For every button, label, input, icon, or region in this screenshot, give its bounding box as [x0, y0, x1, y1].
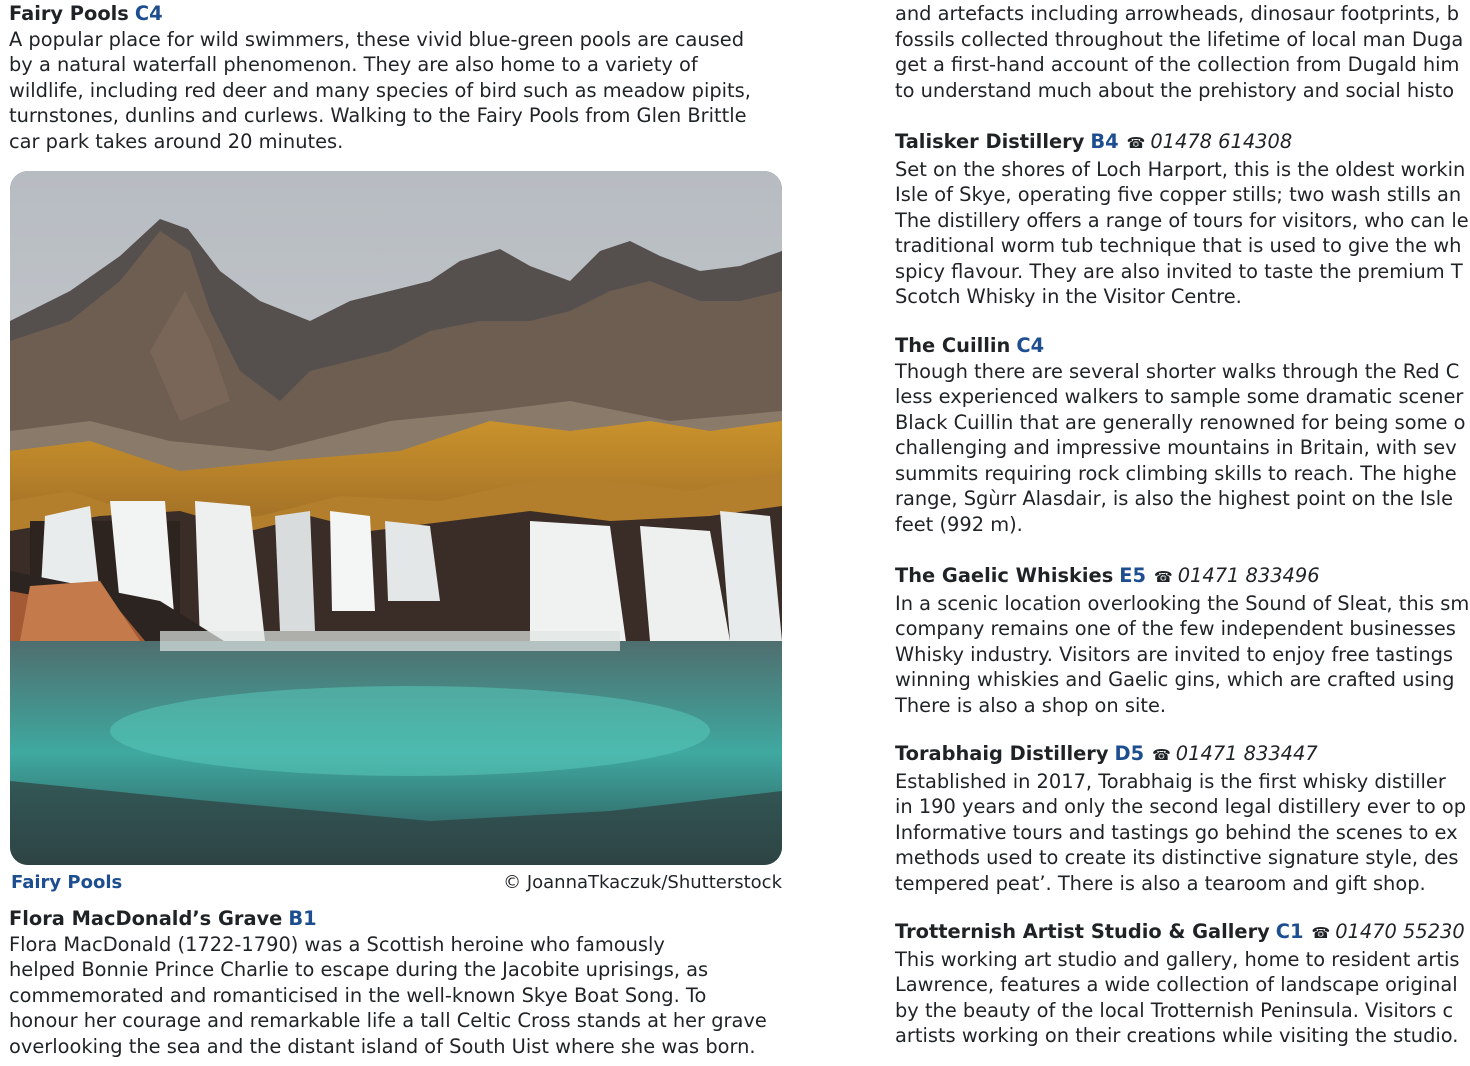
- text-line: tempered peat’. There is also a tearoom and gift shop.: [895, 871, 1426, 895]
- text-line: Established in 2017, Torabhaig is the first whisky distiller: [895, 769, 1446, 793]
- text-line: Black Cuillin that are generally renowned for being some o: [895, 410, 1466, 434]
- entry-name: Torabhaig Distillery: [895, 742, 1109, 765]
- entry-title: [895, 129, 1469, 157]
- text-line: commemorated and romanticised in the well-known Skye Boat Song. To: [9, 983, 707, 1007]
- phone-number: [1154, 564, 1320, 587]
- text-line: A popular place for wild swimmers, these vivid blue-green pools are caused: [9, 27, 745, 51]
- entry-name: Fairy Pools: [9, 2, 129, 25]
- phone-number: [1127, 130, 1293, 153]
- text-line: get a first-hand account of the collection from Dugald him: [895, 53, 1460, 76]
- entry-torabhaig-distillery: [895, 741, 1466, 896]
- grid-reference: E5: [1119, 564, 1146, 587]
- phone-number: [1312, 920, 1465, 943]
- entry-title: [895, 919, 1465, 947]
- text-line: car park takes around 20 minutes.: [9, 129, 344, 153]
- entry-name: Trotternish Artist Studio & Gallery: [895, 920, 1270, 943]
- text-line: challenging and impressive mountains in Britain, with sev: [895, 436, 1457, 459]
- text-line: range, Sgùrr Alasdair, is also the highest point on the Isle: [895, 487, 1454, 510]
- grid-reference: B1: [288, 907, 317, 930]
- telephone-icon: ☎: [1126, 134, 1146, 152]
- text-line: Though there are several shorter walks through the Red C: [895, 359, 1460, 383]
- phone-text: 01471 833496: [1177, 564, 1320, 587]
- text-line: Flora MacDonald (1722-1790) was a Scottish heroine who famously: [9, 932, 665, 956]
- entry-name: The Gaelic Whiskies: [895, 564, 1114, 587]
- text-line: wildlife, including red deer and many species of bird such as meadow pipits,: [9, 78, 751, 102]
- entry-description: [9, 27, 751, 155]
- entry-flora-macdonalds-grave: [9, 906, 767, 1059]
- entry-title: [9, 906, 767, 932]
- phone-text: 01471 833447: [1175, 742, 1318, 765]
- entry-the-gaelic-whiskies: [895, 563, 1469, 718]
- text-line: honour her courage and remarkable life a tall Celtic Cross stands at her grave: [9, 1009, 767, 1032]
- phone-text: 01478 614308: [1150, 130, 1293, 153]
- text-line: by a natural waterfall phenomenon. They are also home to a variety of: [9, 53, 698, 76]
- text-line: This working art studio and gallery, home to resident artis: [895, 947, 1460, 971]
- text-line: spicy flavour. They are also invited to taste the premium T: [895, 259, 1463, 283]
- entry-title: [895, 563, 1469, 591]
- phone-text: 01470 55230: [1335, 920, 1465, 943]
- text-line: fossils collected throughout the lifetime of local man Duga: [895, 27, 1464, 51]
- grid-reference: C1: [1275, 920, 1304, 943]
- text-line: and artefacts including arrowheads, dinosaur footprints, b: [895, 2, 1460, 25]
- text-line: winning whiskies and Gaelic gins, which are crafted using: [895, 668, 1455, 691]
- text-line: Informative tours and tastings go behind the scenes to ex: [895, 820, 1458, 844]
- text-line: feet (992 m).: [895, 512, 1023, 536]
- entry-fairy-pools: [9, 1, 751, 154]
- text-line: The distillery offers a range of tours for visitors, who can le: [895, 208, 1469, 232]
- grid-reference: D5: [1114, 742, 1145, 765]
- fairy-pools-photo: [10, 171, 782, 865]
- telephone-icon: ☎: [1152, 746, 1171, 764]
- text-line: company remains one of the few independent businesses: [895, 617, 1456, 640]
- text-line: Whisky industry. Visitors are invited to enjoy free tastings: [895, 642, 1454, 666]
- grid-reference: C4: [134, 2, 163, 25]
- grid-reference: C4: [1016, 334, 1045, 357]
- text-line: methods used to create its distinctive signature style, des: [895, 846, 1459, 869]
- text-line: Lawrence, features a wide collection of landscape original: [895, 973, 1458, 996]
- entry-name: Flora MacDonald’s Grave: [9, 907, 283, 930]
- entry-the-cuillin: [895, 333, 1465, 537]
- entry-description: [9, 932, 767, 1060]
- caption-label: Fairy Pools: [11, 872, 123, 893]
- text-line: Set on the shores of Loch Harport, this is the oldest workin: [895, 157, 1466, 181]
- telephone-icon: ☎: [1311, 924, 1331, 942]
- phone-number: [1152, 742, 1318, 765]
- entry-talisker-distillery: [895, 129, 1469, 310]
- text-line: Isle of Skye, operating five copper stills; two wash stills an: [895, 183, 1462, 206]
- entry-title: [9, 1, 751, 27]
- photo-credit: © JoannaTkaczuk/Shutterstock: [503, 872, 782, 893]
- text-line: traditional worm tub technique that is used to give the wh: [895, 234, 1462, 257]
- text-line: turnstones, dunlins and curlews. Walking to the Fairy Pools from Glen Brittle: [9, 104, 747, 127]
- photo-caption: [10, 872, 782, 896]
- entry-title: [895, 741, 1466, 769]
- entry-trotternish-artist-studio: [895, 919, 1465, 1049]
- text-line: summits requiring rock climbing skills to reach. The highe: [895, 461, 1457, 485]
- text-line: in 190 years and only the second legal distillery ever to op: [895, 795, 1467, 818]
- text-line: Scotch Whisky in the Visitor Centre.: [895, 285, 1242, 308]
- text-line: less experienced walkers to sample some dramatic scener: [895, 385, 1464, 408]
- text-line: artists working on their creations while visiting the studio.: [895, 1024, 1459, 1047]
- text-line: overlooking the sea and the distant island of South Uist where she was born.: [9, 1034, 756, 1058]
- text-line: There is also a shop on site.: [895, 693, 1167, 717]
- text-line: to understand much about the prehistory and social histo: [895, 78, 1455, 102]
- text-line: helped Bonnie Prince Charlie to escape during the Jacobite uprisings, as: [9, 958, 709, 981]
- text-line: by the beauty of the local Trotternish Peninsula. Visitors c: [895, 998, 1454, 1022]
- grid-reference: B4: [1090, 130, 1119, 153]
- entry-title: [895, 333, 1465, 359]
- text-line: In a scenic location overlooking the Sound of Sleat, this sm: [895, 591, 1470, 615]
- entry-continuation: [895, 1, 1463, 103]
- telephone-icon: ☎: [1154, 568, 1173, 586]
- entry-name: Talisker Distillery: [895, 130, 1085, 153]
- waterfall-landscape-image: [10, 171, 782, 865]
- entry-name: The Cuillin: [895, 334, 1011, 357]
